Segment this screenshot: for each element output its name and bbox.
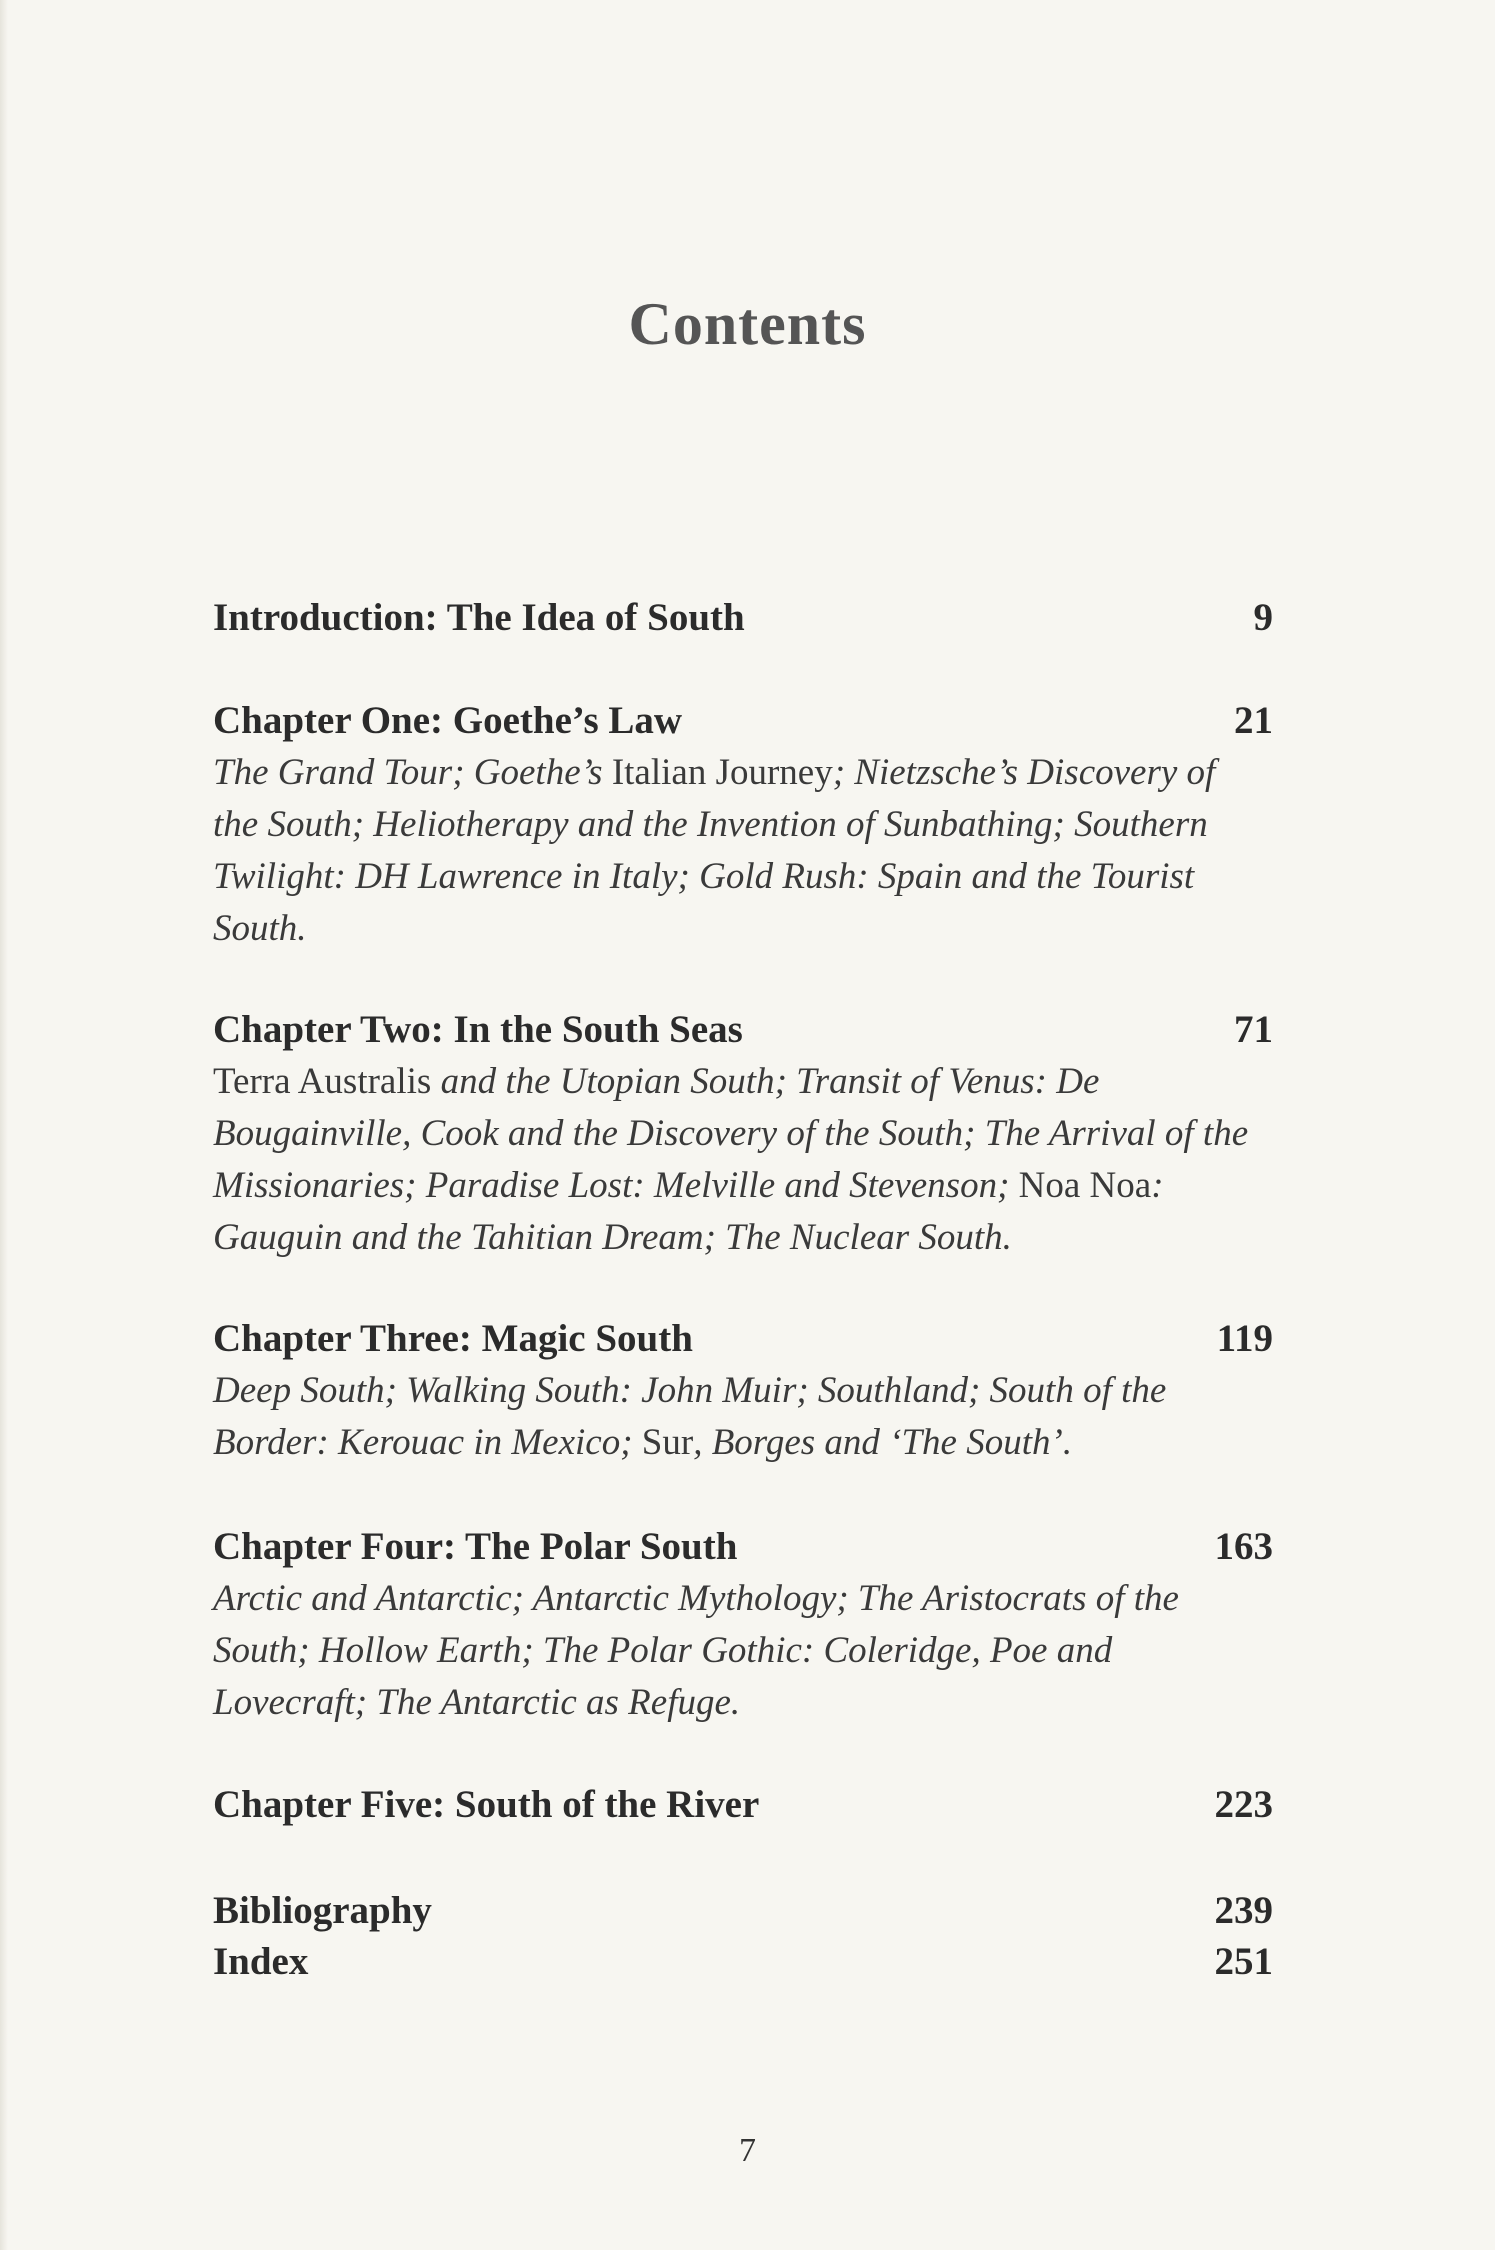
toc-entry-description: Deep South; Walking South: John Muir; Southland; South of the Border: Kerouac in Mexico; Sur, Borges and ‘The South’. xyxy=(213,1370,1167,1463)
toc-entry-chapter-four[interactable] xyxy=(213,1521,1273,1729)
toc-entry-page: 251 xyxy=(1214,1940,1273,1983)
toc-entry-chapter-three[interactable] xyxy=(213,1313,1273,1469)
toc-entry-page: 163 xyxy=(1214,1525,1273,1568)
toc-entry-title: Chapter Two: In the South Seas xyxy=(213,1008,743,1051)
toc-entry-index[interactable] xyxy=(213,1936,1273,1988)
toc-entry-chapter-five[interactable] xyxy=(213,1779,1273,1831)
toc-entry-page: 9 xyxy=(1253,596,1273,639)
toc-entry-page: 119 xyxy=(1216,1317,1273,1360)
toc-entry-title: Chapter Five: South of the River xyxy=(213,1783,760,1826)
toc-entry-description: Terra Australis and the Utopian South; Transit of Venus: De Bougainville, Cook and the Discovery of the South; The Arrival of the Missionaries; Paradise Lost: Melville and Stevenson; Noa Noa: Gauguin and the Tahitian Dream; The Nuclear South. xyxy=(213,1061,1249,1258)
toc-entry-chapter-one[interactable] xyxy=(213,695,1273,955)
toc-entry-title: Bibliography xyxy=(213,1889,432,1932)
toc-entry-chapter-two[interactable] xyxy=(213,1004,1273,1264)
toc-entry-title: Index xyxy=(213,1940,309,1983)
toc-entry-introduction[interactable] xyxy=(213,592,1273,644)
toc-entry-title: Chapter Three: Magic South xyxy=(213,1317,693,1360)
toc-entry-page: 223 xyxy=(1214,1783,1273,1826)
page-title: Contents xyxy=(628,291,867,357)
toc-entry-title: Chapter Four: The Polar South xyxy=(213,1525,738,1568)
toc-entry-description: Arctic and Antarctic; Antarctic Mythology; The Aristocrats of the South; Hollow Earth; The Polar Gothic: Coleridge, Poe and Lovecraft; The Antarctic as Refuge. xyxy=(213,1578,1179,1723)
page-number: 7 xyxy=(739,2132,756,2169)
toc-entry-bibliography[interactable] xyxy=(213,1885,1273,1937)
toc-entry-page: 71 xyxy=(1234,1008,1273,1051)
toc-entry-page: 239 xyxy=(1214,1889,1273,1932)
toc-entry-title: Chapter One: Goethe’s Law xyxy=(213,699,683,742)
toc-entry-page: 21 xyxy=(1234,699,1273,742)
toc-entry-description: The Grand Tour; Goethe’s Italian Journey; Nietzsche’s Discovery of the South; Heliotherapy and the Invention of Sunbathing; Southern Twilight: DH Lawrence in Italy; Gold Rush: Spain and the Tourist South. xyxy=(213,752,1216,949)
toc-entry-title: Introduction: The Idea of South xyxy=(213,596,745,639)
